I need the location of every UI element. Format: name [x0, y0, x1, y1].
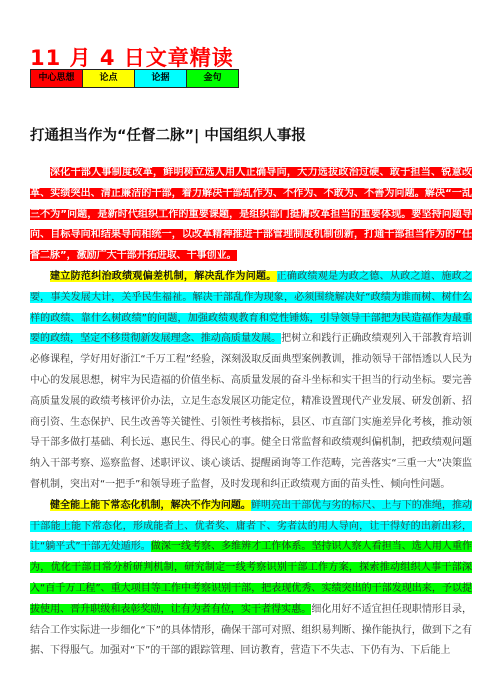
golden-sentence-text: 坚持识人察人看担当、选人用人重作为，优化干部日常分析研判机制，研究制定一线考察识别干部工作方案，探索推动组织人事干部深入“百千万工程”、重大项目等工作中考察识别干部，把表现优秀、实绩突出的干部发现出来，予以提拔使用、晋升职级和表彰奖励，让有为者有位，实干者得实惠。: [30, 541, 472, 615]
paragraph-3: [30, 496, 472, 662]
paragraph-1: [30, 163, 472, 267]
body-text: 把树立和践行正确政绩观列入干部教育培训必修课程，学好用好浙江“千万工程”经验，深刻汲取反面典型案例教训，推动领导干部悟透以人民为中心的发展思想，树牢为民造福的价值坐标、高质量发展的奋斗坐标和实干担当的行动坐标。要完善高质量发展的政绩考核评价办法，立足生态发展区功能定位，精准设置现代产业发展、研发创新、招商引资、生态保护、民生改善等关键性、引领性考核指标，县区、市直部门实施差异化考核，推动领导干部多做打基础、利长远、惠民生、得民心的事。健全日常监督和政绩观纠偏机制，把政绩观问题纳入干部考察、巡察监督、述职评议、谈心谈话、提醒函询等工作范畴，完善落实“三重一大”决策监督机制，突出对“一把手”和领导班子监督，及时发现和纠正政绩观方面的苗头性、倾向性问题。: [30, 333, 473, 490]
argument-text: 健全能上能下常态化机制，解决不作为问题。: [50, 499, 251, 511]
evidence-text: 正确政绩观是为政之德、从政之道、施政之要，事关发展大计，关乎民生福祉。解决干部乱作为现象，必须围绕解决好“政绩为谁而树、树什么样的政绩、靠什么树政绩”的问题，加强政绩观教育和党性锤炼，引导领导干部把为民造福作为最重要的政绩，坚定不移贯彻新发展理念、推动高质量发展。: [30, 270, 473, 345]
golden-sentence-text: 做深一线考察、多维辨才工作体系。: [150, 541, 312, 553]
body-text: 细化用好不适宜担任现职情形目录，结合工作实际进一步细化“下”的具体情形，确保干部可对照、组织易判断、操作能执行，做到下之有据、下得服气。加强对“下”的干部的跟踪管理、回访教育，营造下不失志、下仍有为、下后能上: [30, 603, 473, 657]
article-title: 打通担当作为“任督二脉”| 中国组织人事报: [30, 128, 306, 144]
evidence-text: 鲜明亮出干部优与劣的标尺、上与下的准绳，推动干部能上能下常态化，形成能者上、优者奖、庸者下、劣者汰的用人导向，让干得好的出新出彩，让“躺平式”干部无处遁形。: [30, 499, 473, 553]
legend-central-idea: 中心思想: [31, 70, 83, 87]
central-idea-text: 深化干部人事制度改革，鲜明树立选人用人正确导向，大力选拔政治过硬、敢于担当、锐意改革、实绩突出、清正廉洁的干部，着力解决干部乱作为、不作为、不敢为、不善为问题。解决“一乱三不为”问题，是新时代组织工作的重要课题，是组织部门挺膺改革担当的重要体现。要坚持问题导向、目标导向和结果导向相统一，以改革精神推进干部管理制度机制创新，打通干部担当作为的“任督二脉”，激励广大干部开拓进取、干事创业。: [30, 167, 472, 262]
legend-golden-sentence: 金句: [187, 70, 238, 87]
color-legend: [30, 69, 239, 88]
argument-text: 建立防范纠治政绩观偏差机制，解决乱作为问题。: [50, 270, 277, 282]
legend-argument: 论点: [83, 70, 135, 87]
article-body: [30, 163, 472, 662]
paragraph-2: [30, 267, 472, 496]
legend-evidence: 论据: [135, 70, 187, 87]
page-title: 11 月 4 日文章精读: [30, 46, 234, 70]
